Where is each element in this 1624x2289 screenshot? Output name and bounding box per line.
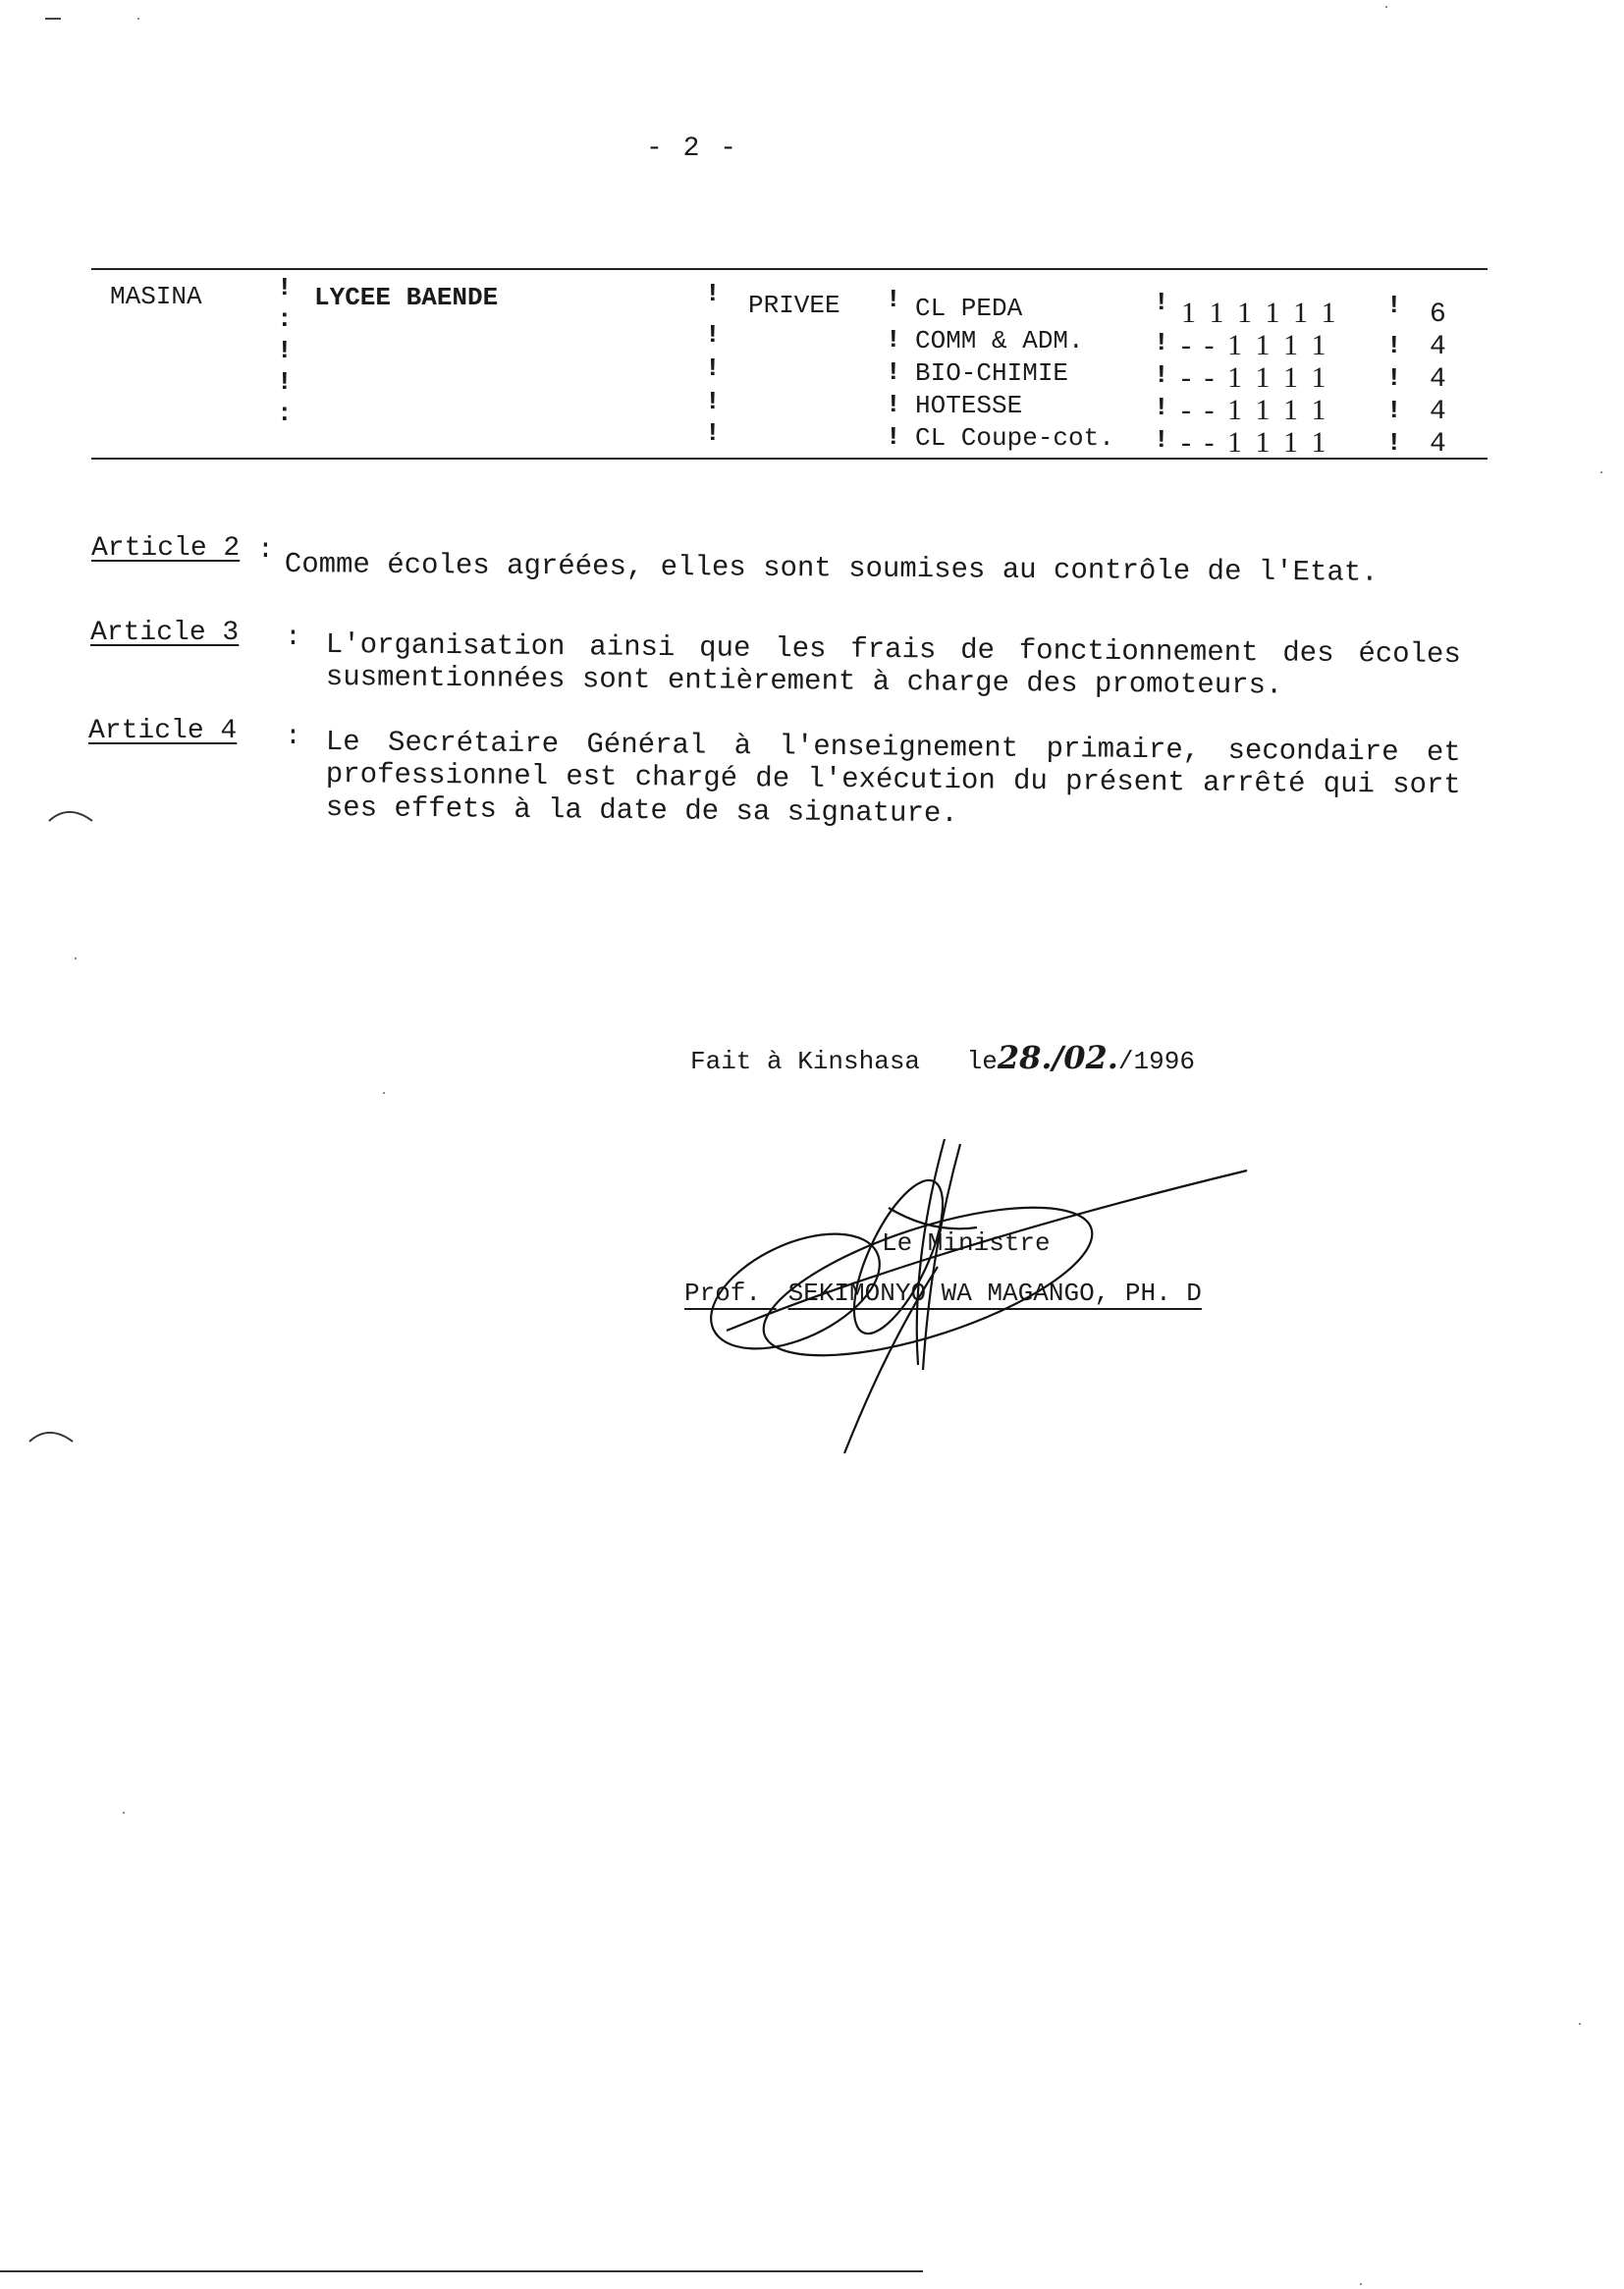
article-label: Article 2 [91, 533, 241, 564]
total-cell: 6 [1430, 300, 1446, 330]
regime-cell: PRIVEE [748, 291, 840, 320]
classes-cell: - - 1 1 1 1 [1181, 329, 1329, 361]
article-colon: : [257, 535, 274, 566]
separator: ! [886, 357, 901, 387]
signature-scribble [687, 1129, 1257, 1463]
article-text: L'organisation ainsi que les frais de fonctionnement des écoles [325, 628, 1461, 672]
separator: ! [1386, 396, 1402, 425]
separator: ! [277, 367, 293, 397]
option-cell: CL Coupe-cot. [915, 423, 1114, 453]
date-line [690, 1039, 1195, 1076]
separator: ! [1154, 288, 1169, 317]
article-label: Article 4 [88, 716, 238, 746]
option-cell: CL PEDA [915, 294, 1023, 323]
separator: ! [886, 325, 901, 354]
minister-name: SEKIMONYO WA MAGANGO, PH. D [787, 1279, 1202, 1308]
separator: ! [1386, 428, 1402, 458]
article-text: ses effets à la date de sa signature. [325, 791, 958, 831]
speck [383, 1092, 385, 1094]
classes-cell: 1 1 1 1 1 1 [1181, 297, 1339, 329]
commune-cell: MASINA [110, 282, 202, 311]
speck [1579, 2023, 1581, 2025]
margin-mark [47, 807, 96, 827]
total-cell: 4 [1430, 364, 1446, 395]
separator: ! [705, 354, 721, 383]
separator: ! [1154, 393, 1169, 422]
speck [137, 18, 139, 20]
separator: ! [1386, 291, 1402, 320]
classes-cell: - - 1 1 1 1 [1181, 361, 1329, 394]
article-text: Comme écoles agréées, elles sont soumises au contrôle de l'Etat. [284, 548, 1379, 589]
separator: ! [1154, 425, 1169, 455]
option-cell: BIO-CHIMIE [915, 358, 1069, 388]
separator: ! [1154, 328, 1169, 357]
separator: ! [1386, 331, 1402, 360]
school-cell: LYCEE BAENDE [314, 283, 499, 312]
total-cell: 4 [1430, 397, 1446, 427]
total-cell: 4 [1430, 429, 1446, 460]
article-text: professionnel est chargé de l'exécution du présent arrêté qui sort [325, 758, 1461, 802]
article-text: Le Secrétaire Général à l'enseignement primaire, secondaire et [325, 726, 1461, 770]
name-prefix: Prof. [684, 1279, 762, 1308]
place-text: Fait à Kinshasa [690, 1047, 921, 1076]
separator: ! [277, 273, 293, 302]
page-number: - 2 - [646, 134, 739, 164]
separator: ! [705, 418, 721, 448]
classes-cell: - - 1 1 1 1 [1181, 426, 1329, 459]
date-handwritten: 28./02. [997, 1039, 1118, 1076]
article-text: susmentionnées sont entièrement à charge des promoteurs. [325, 661, 1283, 702]
article-colon: : [285, 722, 301, 752]
speck [1600, 471, 1602, 473]
separator: : [277, 304, 293, 334]
separator: ! [1154, 360, 1169, 390]
date-prefix: le [966, 1047, 998, 1076]
separator: ! [1386, 363, 1402, 393]
total-cell: 4 [1430, 332, 1446, 362]
option-cell: COMM & ADM. [915, 326, 1084, 355]
separator: ! [886, 422, 901, 452]
separator: ! [886, 390, 901, 419]
separator: ! [705, 387, 721, 416]
separator: ! [886, 285, 901, 314]
article-label: Article 3 [90, 618, 240, 648]
separator: ! [705, 279, 721, 308]
speck [1360, 2283, 1362, 2285]
classes-cell: - - 1 1 1 1 [1181, 394, 1329, 426]
separator: ! [277, 336, 293, 365]
speck [75, 957, 77, 959]
speck [123, 1812, 125, 1814]
top-left-mark [45, 18, 61, 20]
date-year: /1996 [1117, 1047, 1195, 1076]
table-top-rule [91, 268, 1488, 270]
minister-title: Le Ministre [882, 1228, 1051, 1258]
option-cell: HOTESSE [915, 391, 1023, 420]
article-colon: : [285, 623, 301, 653]
separator: ! [705, 320, 721, 350]
separator: : [277, 399, 293, 428]
speck [1385, 6, 1387, 8]
margin-mark [27, 1428, 77, 1447]
page-bottom-edge [0, 2270, 923, 2272]
